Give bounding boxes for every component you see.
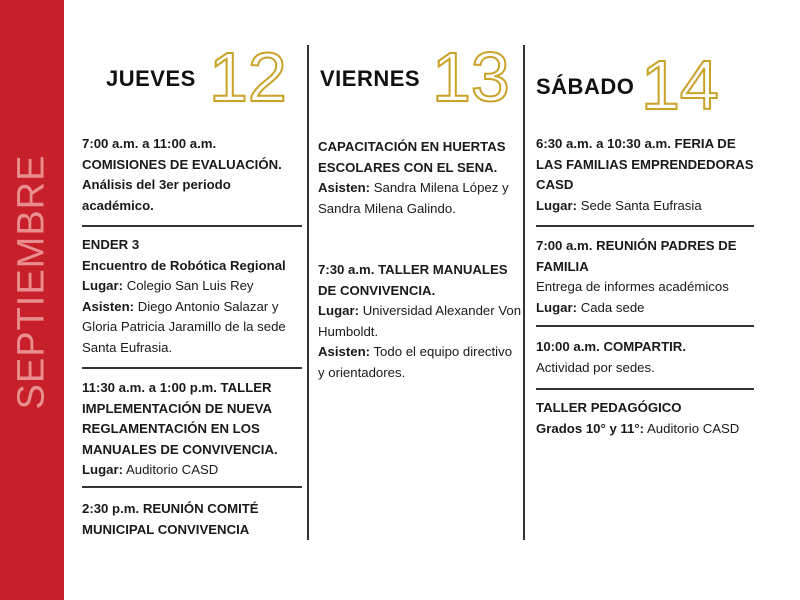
month-label: SEPTIEMBRE bbox=[10, 154, 53, 410]
location-label: Lugar: bbox=[536, 197, 578, 213]
event-pedagogical-workshop bbox=[536, 398, 754, 439]
event-separator bbox=[536, 225, 754, 227]
event-attendees bbox=[318, 342, 522, 383]
event-robotics bbox=[82, 235, 304, 358]
grades-label: Grados 10° y 11°: bbox=[536, 420, 645, 436]
column-divider-2 bbox=[523, 45, 525, 540]
event-location bbox=[536, 196, 754, 217]
event-title: 7:00 a.m. a 11:00 a.m. COMISIONES DE EVALUACIÓN. bbox=[82, 136, 282, 172]
attendees-value: Todo el equipo directivo y orientadores. bbox=[318, 344, 513, 380]
event-workshop-manuals bbox=[318, 260, 522, 383]
event-subtitle: Análisis del 3er periodo académico. bbox=[82, 177, 231, 213]
event-title: TALLER PEDAGÓGICO bbox=[536, 400, 682, 415]
event-separator bbox=[82, 486, 302, 488]
event-title: 10:00 a.m. COMPARTIR. bbox=[536, 339, 686, 354]
day-number: 13 bbox=[432, 38, 510, 116]
event-title: 2:30 p.m. REUNIÓN COMITÉ MUNICIPAL CONVIVENCIA bbox=[82, 501, 259, 537]
day-column-thursday bbox=[82, 0, 304, 600]
location-value: Universidad Alexander Von Humboldt. bbox=[318, 303, 522, 339]
location-label: Lugar: bbox=[82, 462, 124, 477]
day-name: VIERNES bbox=[320, 66, 421, 91]
attendees-value: Diego Antonio Salazar y Gloria Patricia Jaramillo de la sede Santa Eufrasia. bbox=[82, 298, 286, 355]
event-committee-meeting bbox=[82, 499, 304, 540]
event-attendees bbox=[82, 297, 304, 359]
day-column-friday bbox=[318, 0, 522, 600]
location-label: Lugar: bbox=[318, 303, 360, 318]
event-family-fair bbox=[536, 134, 754, 216]
location-value: Colegio San Luis Rey bbox=[126, 278, 254, 293]
event-grades bbox=[536, 419, 754, 440]
grades-value: Auditorio CASD bbox=[646, 420, 740, 436]
column-divider-1 bbox=[307, 45, 309, 540]
event-share bbox=[536, 337, 754, 378]
attendees-label: Asisten: bbox=[318, 180, 371, 195]
day-number: 14 bbox=[641, 46, 719, 124]
location-value: Auditorio CASD bbox=[125, 462, 219, 477]
attendees-label: Asisten: bbox=[82, 298, 135, 314]
event-title: 11:30 a.m. a 1:00 p.m. TALLER IMPLEMENTACIÓN DE NUEVA REGLAMENTACIÓN EN LOS MANUALES DE CONVIVENCIA. bbox=[82, 380, 278, 457]
event-subtitle: Encuentro de Robótica Regional bbox=[82, 257, 286, 273]
event-title: ENDER 3 bbox=[82, 237, 140, 252]
day-number: 12 bbox=[209, 38, 287, 116]
location-label: Lugar: bbox=[82, 278, 124, 293]
event-title: 7:30 a.m. TALLER MANUALES DE CONVIVENCIA. bbox=[318, 262, 508, 298]
event-separator bbox=[82, 367, 302, 369]
event-location bbox=[82, 276, 304, 297]
day-name: SÁBADO bbox=[536, 74, 635, 99]
event-attendees bbox=[318, 178, 526, 219]
event-separator bbox=[536, 325, 754, 327]
day-name: JUEVES bbox=[106, 66, 196, 91]
event-school-gardens bbox=[318, 137, 526, 219]
day-column-saturday bbox=[536, 0, 754, 600]
event-location bbox=[536, 298, 754, 319]
location-value: Cada sede bbox=[580, 299, 645, 315]
event-title: 6:30 a.m. a 10:30 a.m. FERIA DE LAS FAMILIAS EMPRENDEDORAS CASD bbox=[536, 136, 754, 192]
attendees-value: Sandra Milena López y Sandra Milena Galindo. bbox=[318, 180, 509, 216]
month-sidebar bbox=[0, 0, 64, 600]
event-evaluation-commissions bbox=[82, 134, 304, 216]
attendees-label: Asisten: bbox=[318, 344, 371, 359]
event-location bbox=[318, 301, 522, 342]
event-title: 7:00 a.m. REUNIÓN PADRES DE FAMILIA bbox=[536, 238, 737, 274]
event-description: Entrega de informes académicos bbox=[536, 279, 729, 294]
event-description: Actividad por sedes. bbox=[536, 359, 655, 375]
event-separator bbox=[536, 388, 754, 390]
event-location bbox=[82, 460, 304, 481]
event-workshop-regulation bbox=[82, 378, 304, 481]
event-title: CAPACITACIÓN EN HUERTAS ESCOLARES CON EL SENA. bbox=[318, 139, 506, 175]
event-parents-meeting bbox=[536, 236, 754, 318]
location-value: Sede Santa Eufrasia bbox=[580, 197, 702, 213]
event-separator bbox=[82, 225, 302, 227]
location-label: Lugar: bbox=[536, 299, 578, 315]
